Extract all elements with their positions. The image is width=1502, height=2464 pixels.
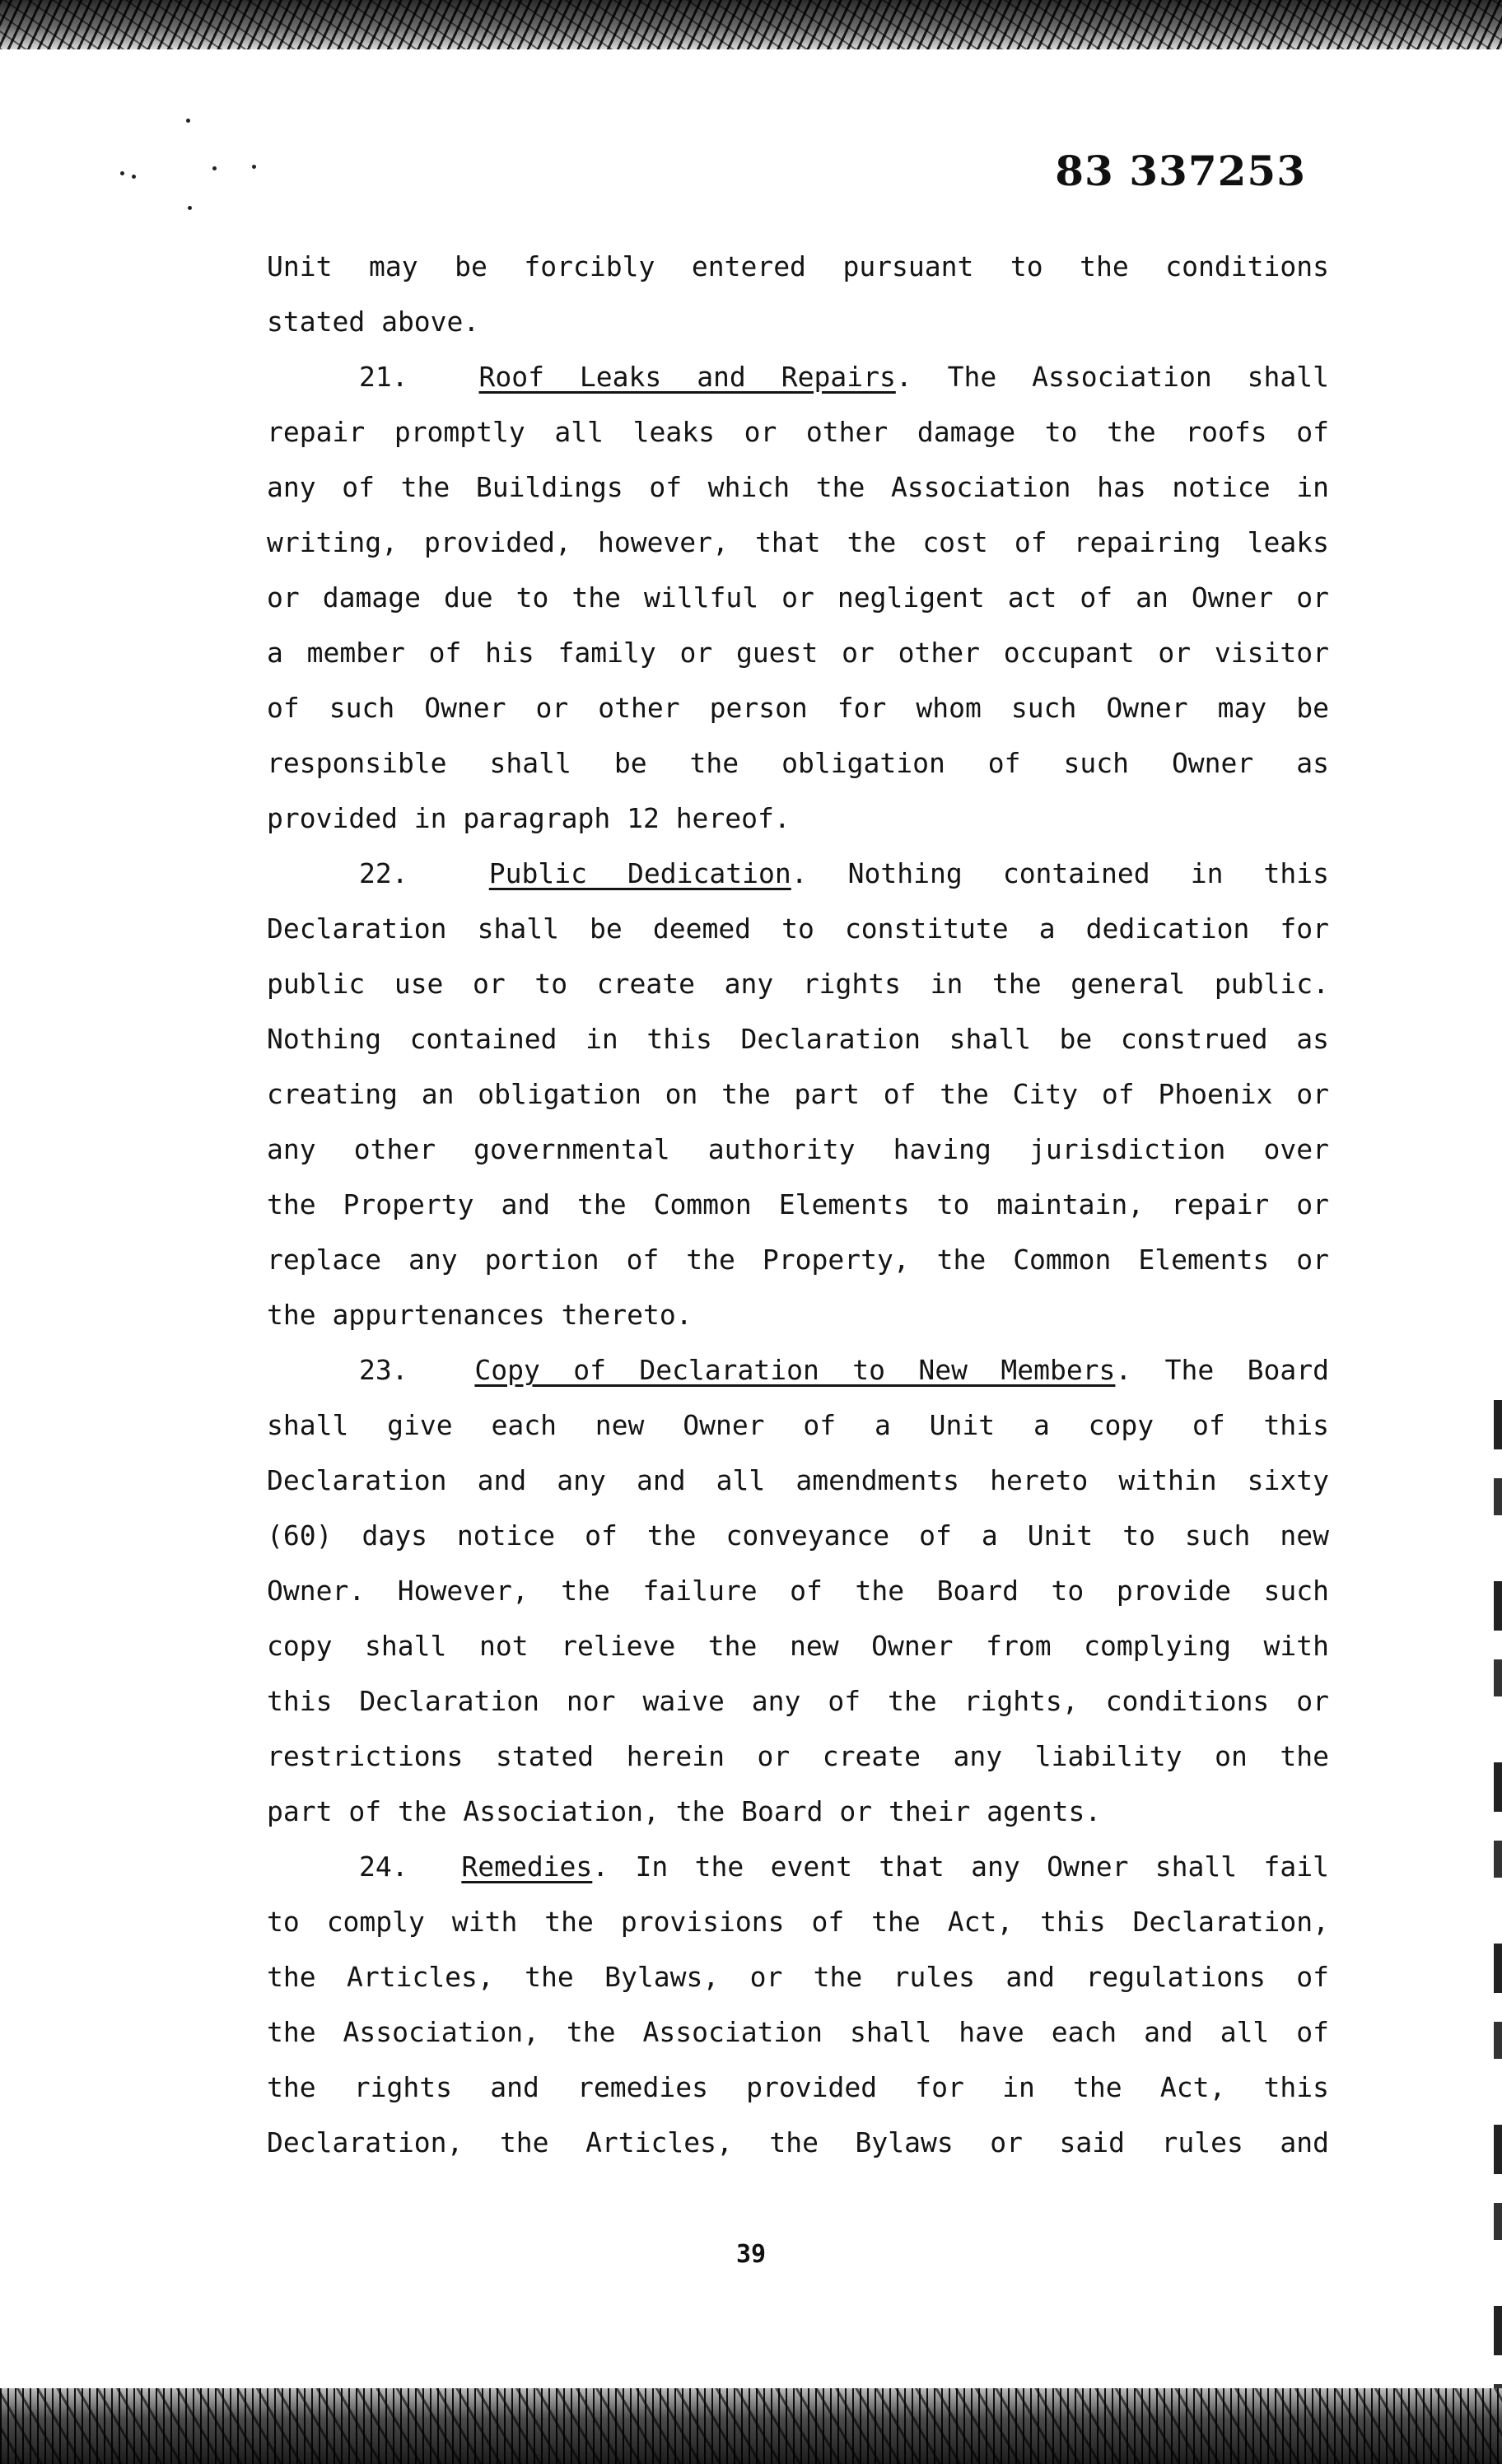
section-heading: Public Dedication	[488, 857, 791, 889]
text-line: the appurtenances thereto.	[267, 1299, 693, 1331]
text-line: Declaration shall be deemed to constitute a dedication for	[267, 912, 1329, 945]
section-heading: Copy of Declaration to New Members	[474, 1354, 1116, 1386]
text-line: Declaration, the Articles, the Bylaws or said rules and	[267, 2126, 1329, 2158]
scan-speck	[120, 171, 124, 175]
text-line: to comply with the provisions of the Act, this Declaration,	[267, 1906, 1329, 1938]
scan-bottom-edge	[0, 2388, 1502, 2464]
text-line: a member of his family or guest or other occupant or visitor	[267, 637, 1329, 669]
scan-speck	[188, 206, 192, 210]
text-line: or damage due to the willful or negligent act of an Owner or	[267, 581, 1329, 614]
scan-top-edge	[0, 0, 1502, 49]
section-number: 21.	[359, 361, 408, 393]
text-line: replace any portion of the Property, the Common Elements or	[267, 1244, 1329, 1276]
text-line: restrictions stated herein or create any liability on the	[267, 1740, 1329, 1772]
scan-speck	[132, 175, 136, 179]
section-23-first-line	[267, 1342, 1329, 1398]
text-line: responsible shall be the obligation of such Owner as	[267, 747, 1329, 779]
text-line: part of the Association, the Board or their agents.	[267, 1795, 1102, 1827]
text-line: repair promptly all leaks or other damage to the roofs of	[267, 416, 1329, 448]
text-line: the Articles, the Bylaws, or the rules and regulations of	[267, 1961, 1329, 1993]
text-line: Nothing contained in this Declaration shall be construed as	[267, 1023, 1329, 1055]
text-line: writing, provided, however, that the cost of repairing leaks	[267, 526, 1329, 558]
document-body	[267, 239, 1329, 2170]
text-line: provided in paragraph 12 hereof.	[267, 802, 791, 834]
text-line: public use or to create any rights in the general public.	[267, 968, 1329, 1000]
section-first-line-rest: . The Board	[1115, 1354, 1329, 1386]
scan-speck	[252, 165, 256, 169]
text-line: the rights and remedies provided for in the Act, this	[267, 2071, 1329, 2103]
text-line: stated above.	[267, 306, 480, 338]
section-22-first-line	[267, 846, 1329, 901]
text-line: of such Owner or other person for whom such Owner may be	[267, 692, 1329, 724]
document-number: 83 337253	[1055, 147, 1306, 195]
section-number: 22.	[359, 857, 408, 889]
text-line: creating an obligation on the part of the City of Phoenix or	[267, 1078, 1329, 1110]
text-line: this Declaration nor waive any of the rights, conditions or	[267, 1685, 1329, 1717]
section-number: 24.	[359, 1850, 408, 1883]
text-line: Declaration and any and all amendments hereto within sixty	[267, 1464, 1329, 1496]
text-line: copy shall not relieve the new Owner from complying with	[267, 1630, 1329, 1662]
scan-speck	[186, 119, 190, 123]
text-line: (60) days notice of the conveyance of a Unit to such new	[267, 1519, 1329, 1552]
section-first-line-rest: . In the event that any Owner shall fail	[592, 1850, 1329, 1883]
text-line: the Association, the Association shall have each and all of	[267, 2016, 1329, 2048]
section-21-first-line	[267, 349, 1329, 404]
section-number: 23.	[359, 1354, 408, 1386]
section-first-line-rest: . Nothing contained in this	[791, 857, 1329, 889]
page-number: 39	[735, 2240, 767, 2269]
text-line: any other governmental authority having jurisdiction over	[267, 1133, 1329, 1165]
section-first-line-rest: . The Association shall	[895, 361, 1329, 393]
text-line: Owner. However, the failure of the Board to provide such	[267, 1575, 1329, 1607]
text-line: any of the Buildings of which the Association has notice in	[267, 471, 1329, 503]
section-heading: Remedies	[461, 1850, 593, 1883]
text-line: shall give each new Owner of a Unit a copy of this	[267, 1409, 1329, 1441]
section-24-first-line	[267, 1839, 1329, 1894]
text-line: the Property and the Common Elements to maintain, repair or	[267, 1188, 1329, 1220]
scan-speck	[212, 166, 217, 170]
text-line: Unit may be forcibly entered pursuant to the conditions	[267, 250, 1329, 282]
section-heading: Roof Leaks and Repairs	[478, 361, 896, 393]
